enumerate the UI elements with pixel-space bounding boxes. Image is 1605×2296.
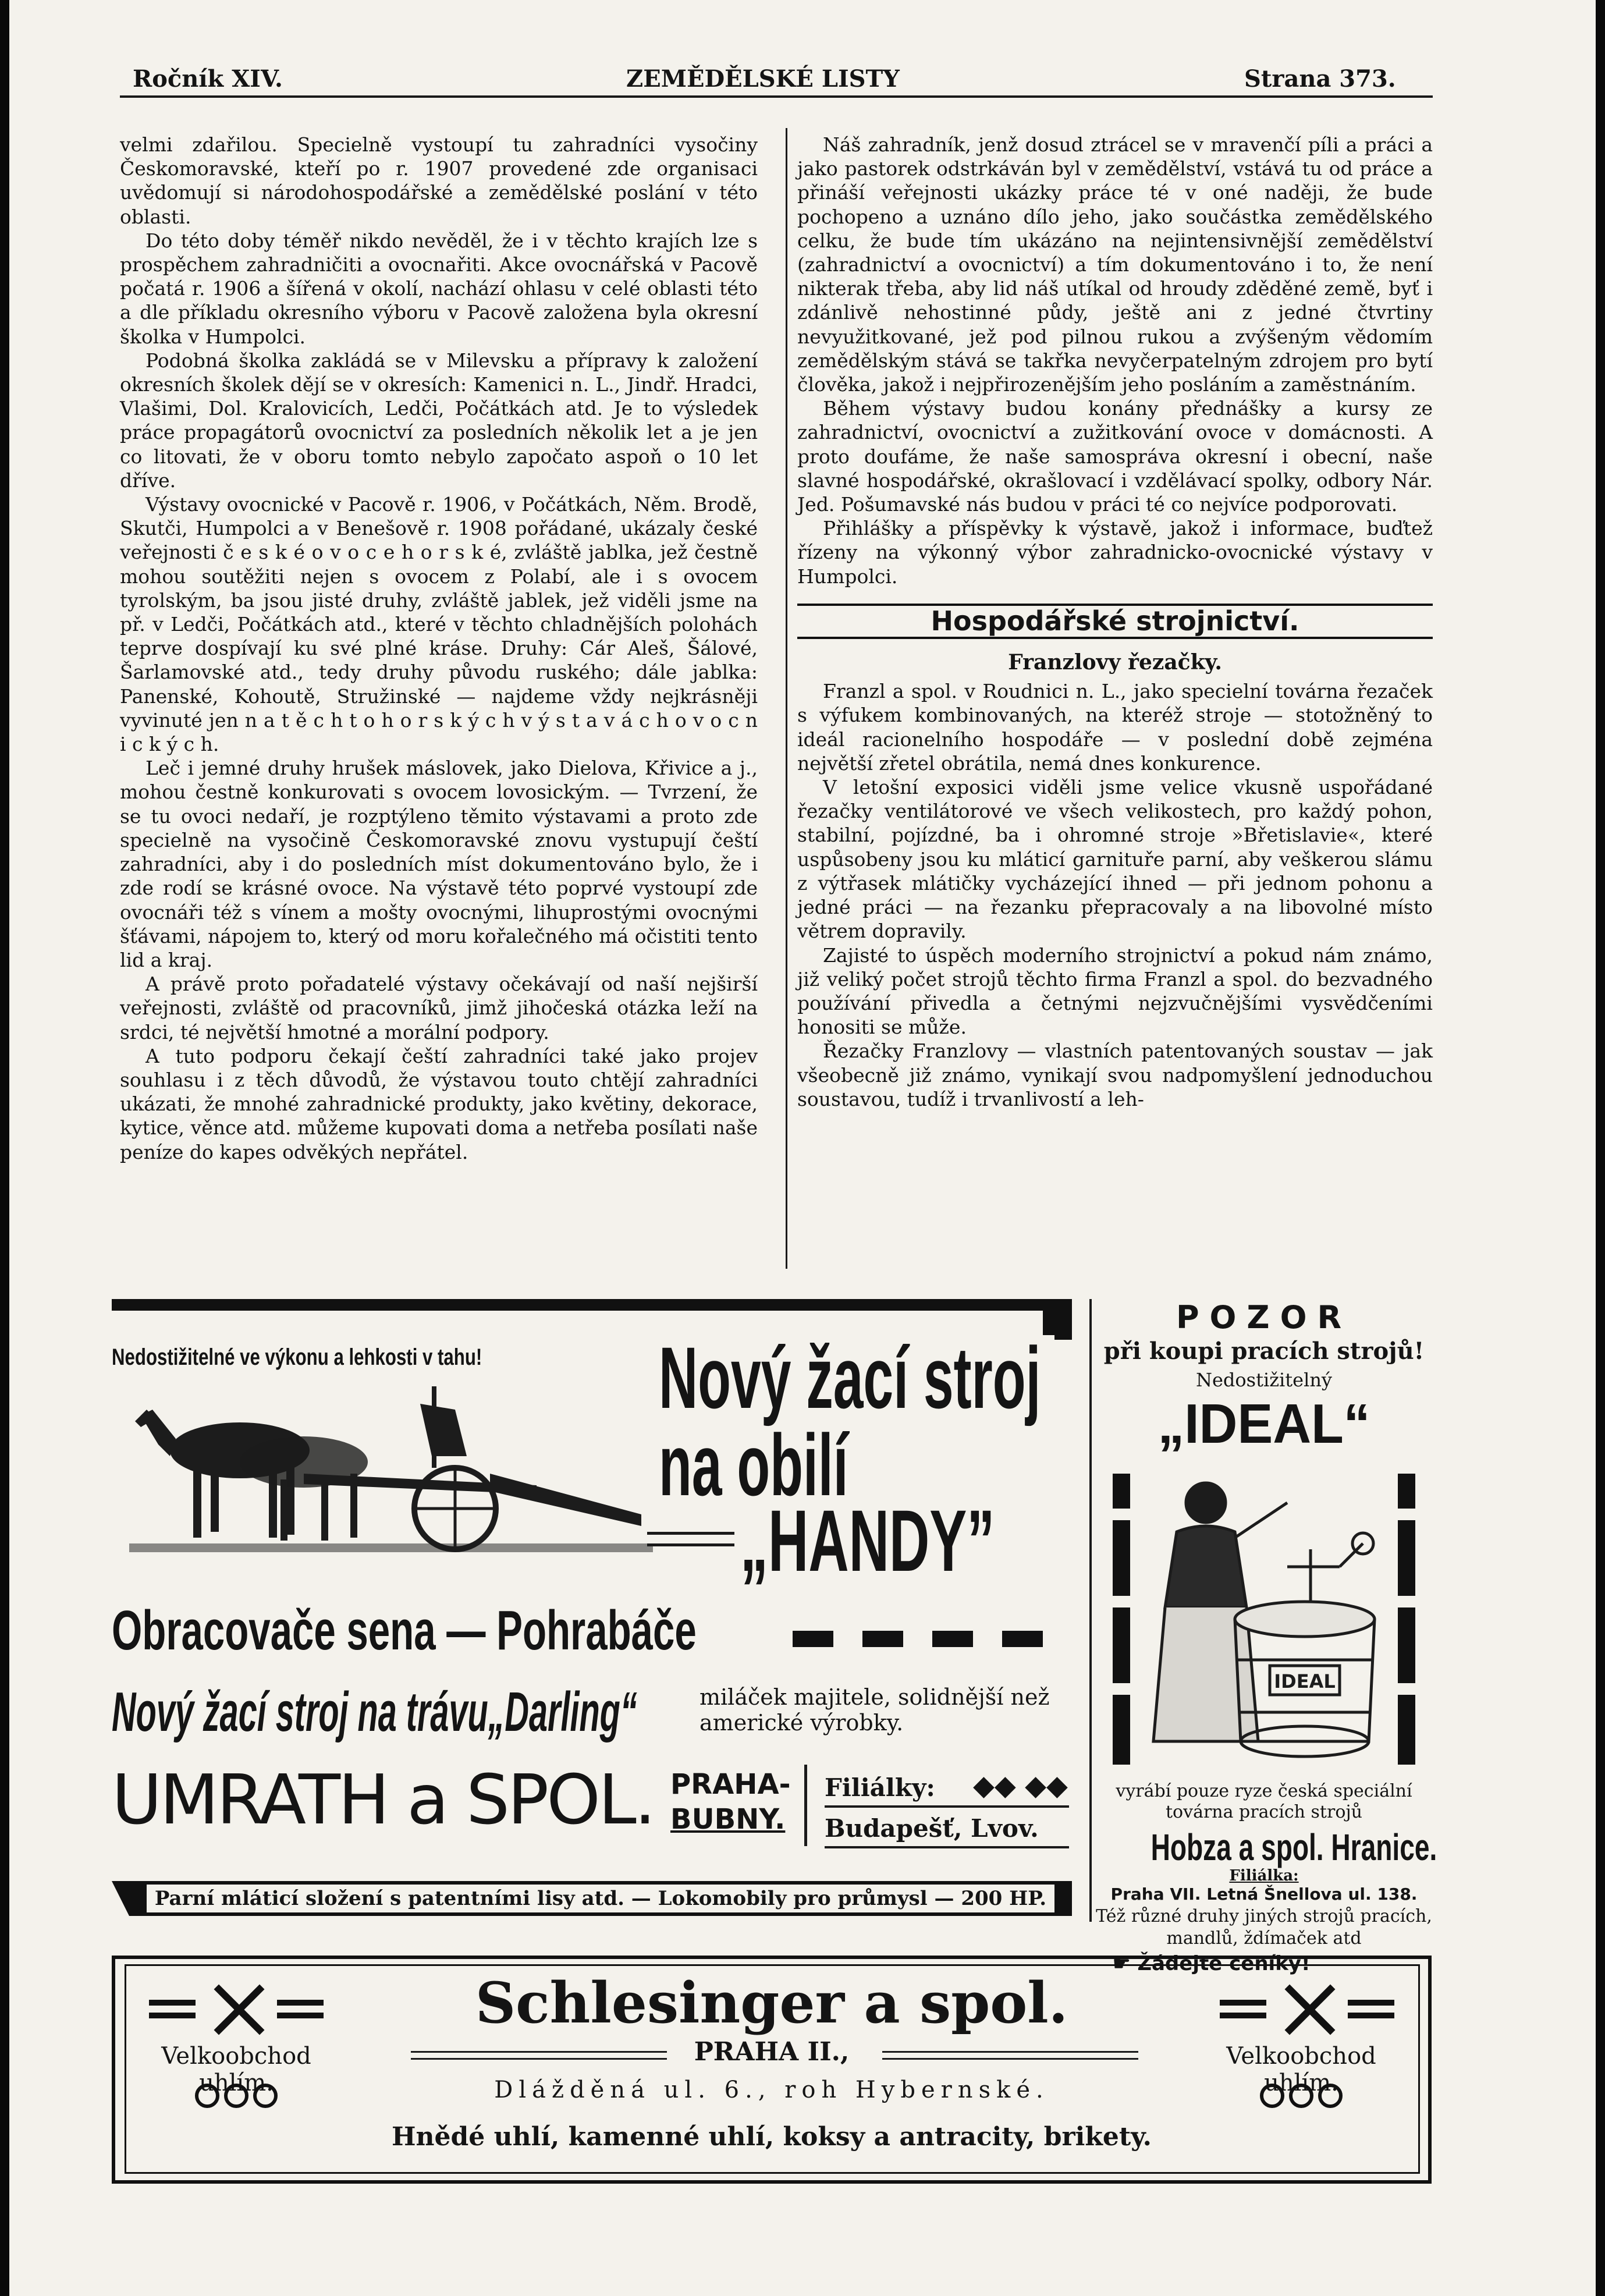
circle-icon [1318, 2084, 1343, 2108]
ad-rule [411, 2051, 667, 2053]
ad-rule [882, 2058, 1138, 2060]
ideal-line2: při koupi pracích strojů! [1103, 1337, 1425, 1365]
ad-darling-note: miláček majitele, solidnější než americké výrobky. [699, 1684, 1050, 1736]
horse-mower-illustration [129, 1386, 653, 1567]
ad-divider [804, 1765, 807, 1846]
paragraph: Do této doby téměř nikdo nevěděl, že i v těchto krajích lze s prospěchem zahradničiti a ovocnařiti. Akce ovocnářská v Pacově počatá r. 1906 a šířená v okolí, nachází ohlasu v celé oblasti této a dle příkladu okresního výboru v Pacově založena byla okresní školka v Humpolci. [120, 229, 758, 348]
ad-bar [1113, 1520, 1130, 1596]
circle-icon [1289, 2084, 1313, 2108]
left-emblem [149, 1978, 324, 2036]
ad-tagline: Nedostižitelné ve výkonu a lehkosti v tahu! [112, 1344, 482, 1370]
circle-icon [253, 2084, 278, 2108]
section-heading: Hospodářské strojnictví. [797, 604, 1433, 639]
paragraph: A právě proto pořadatelé výstavy očekávají od naší nejširší veřejnosti, zvláště od pracovníků, jimž jihočeská otázka leží na srdci, té největší hmotné a morální podpory. [120, 973, 758, 1044]
umrath-advertisement [112, 1299, 1072, 1922]
ad-dash [149, 2000, 196, 2006]
ideal-brand: „IDEAL“ [1157, 1393, 1370, 1455]
ad-title-line2: na obilí [659, 1416, 848, 1514]
article-title: Franzlovy řezačky. [1008, 650, 1222, 675]
ad-dash [862, 1631, 903, 1647]
ad-dash [1348, 2000, 1394, 2006]
paragraph: Zajisté to úspěch moderního strojnictví a pokud nám známo, již veliký počet strojů těchto firma Franzl a spol. do bezvadného používání přivedla a četnými nejzvučnějšími vysvědčeními honositi se může. [797, 943, 1433, 1039]
pointing-hand-icon: ☛ [1113, 1952, 1131, 1975]
ad-dash [1348, 2013, 1394, 2018]
ideal-cta: Žádejte ceníky! [1137, 1952, 1311, 1975]
ad-footer: Parní mláticí složení s patentními lisy atd. — Lokomobily pro průmysl — 200 HP. [147, 1885, 1054, 1912]
newspaper-page [9, 0, 1596, 2296]
ad-dash [277, 2000, 324, 2006]
ad-title-line1: Nový žací stroj [659, 1329, 1041, 1426]
paragraph: Náš zahradník, jenž dosud ztrácel se v mravenčí píli a práci a jako pastorek odstrkáván byl v zemědělství, vstává tu od práce a přináší veřejnosti ukázky práce té v oné naději, že bude pochopeno a uznáno dílo jeho, jako součástka zemědělského celku, že bude tím ukázáno na nejintensivnější zemědělství (zahradnictví a ovocnictví) a tím dokumentováno i to, že není nikterak třeba, aby lid náš utíkal od hroudy zděděné země, byť i zdánlivě nehostinné půdy, ještě ani z jedné čtvrtiny nevyužitkované, jež pod pilnou rukou a zvýšeným vědomím zemědělským stává se takřka nevyčerpatelným zdrojem pro bytí člověka, jakož i nejpřirozenějším jeho posláním a zaměstnáním. [797, 133, 1433, 396]
paragraph: A tuto podporu čekají čeští zahradníci také jako projev souhlasu i z těch důvodů, že výstavou touto chtějí zahradníci ukázati, že mnohé zahradnické produkty, jako květiny, dekorace, kytice, věnce atd. můžeme kupovati doma a netřeba posílati naše peníze do kapes odvěkých nepřátel. [120, 1044, 758, 1163]
right-circles [1191, 2084, 1412, 2110]
ad-dash [1220, 2000, 1266, 2006]
circle-icon [195, 2084, 219, 2108]
left-side-text: Velkoobchod uhlím. [161, 2043, 311, 2096]
left-circles [126, 2084, 347, 2110]
paragraph: Výstavy ovocnické v Pacově r. 1906, v Počátkách, Něm. Brodě, Skutči, Humpolci a v Benešově r. 1908 pořádané, ukázaly české veřejnosti č e s k é o v o c e h o r s k é, zvláště jablka, jež čestně mohou soutěžiti nejen s ovocem z Polabí, ale i s ovocem tyrolským, ba jsou jisté druhy, zvláště jablek, jež viděli jsme na př. v Ledči, Počátkách atd., které v těchto chladnějších polohách teprve dospívají ku své plné kráse. Druhy: Cár Aleš, Šálové, Šarlamovské atd., tedy druhy původu ruského; dále jablka: Panenské, Kohoutě, Stružinské — najdeme vždy nejkrásněji vyvinuté jen n a t ě c h t o h o r s k ý c h v ý s t a v á c h o v o c n i c k ý c h. [120, 493, 758, 756]
schlesinger-title: Schlesinger a spol. [475, 1970, 1068, 2036]
ad-filialky-value: Budapešť, Lvov. [825, 1814, 1039, 1843]
ad-bar [1113, 1474, 1130, 1509]
paragraph: Během výstavy budou konány přednášky a kursy ze zahradnictví, ovocnictví a zužitkování ovoce v domácnosti. A proto doufáme, že naše samospráva okresní i obecní, naše slavné hospodářské, okrašlovací i vzdělávací spolky, odbory Nár. Jed. Pošumavské nás budou v práci té co nejvíce podporovati. [797, 397, 1433, 516]
ad-obracovace: Obracovače sena — Pohrabáče [112, 1599, 697, 1662]
schlesinger-products: Hnědé uhlí, kamenné uhlí, koksy a antracity, brikety. [391, 2122, 1152, 2152]
header-rule [120, 95, 1433, 98]
paragraph: velmi zdařilou. Specielně vystoupí tu zahradníci vysočiny Českomoravské, kteří po r. 1907 provedené zde organisaci uvědomují si národohospodářské a zemědělské poslání v této oblasti. [120, 133, 758, 228]
ad-city [670, 1767, 791, 1837]
paragraph: Podobná školka zakládá se v Milevsku a přípravy k založení okresních školek dějí se v okresích: Kamenici n. L., Jindř. Hradci, Vlašimi, Dol. Kralovicích, Ledči, Počátkách atd. Je to výsledek práce propagátorů ovocnictví za posledních několik let a je jen co litovati, že v oboru tomto nebylo započato aspoň o 10 let dříve. [120, 349, 758, 492]
ideal-company: Hobza a spol. Hranice. [1151, 1826, 1437, 1868]
ad-darling: Nový žací stroj na trávu„Darling“ [112, 1681, 637, 1743]
left-column [120, 133, 758, 1164]
washing-machine-illustration [1142, 1468, 1386, 1770]
ideal-desc: vyrábí pouze ryze česká speciální továrna pracích strojů [1116, 1781, 1412, 1822]
ideal-filialka-value: Praha VII. Letná Šnellova ul. 138. [1110, 1885, 1418, 1904]
paragraph: Franzl a spol. v Roudnici n. L., jako specielní továrna řezaček s výfukem kombinovaných, na kteréž stroje — stotožněný to ideál racionelního hospodáře — v poslední době zejména největší zřetel obrátila, nemá dnes konkurence. [797, 680, 1433, 775]
ad-dash [149, 2013, 196, 2018]
ideal-barrel-label: IDEAL [1274, 1670, 1336, 1692]
volume-label: Ročník XIV. [133, 65, 283, 93]
ad-bar [1398, 1474, 1415, 1509]
ideal-extra: Též různé druhy jiných strojů pracích, mandlů, ždímaček atd [1096, 1906, 1432, 1949]
ad-handy: „HANDY” [740, 1492, 995, 1589]
ad-dash [1220, 2013, 1266, 2018]
column-divider [786, 128, 787, 1269]
ad-dash [647, 1532, 734, 1535]
right-emblem [1220, 1978, 1394, 2036]
circle-icon [1260, 2084, 1284, 2108]
hammer-and-pick-icon [1284, 1983, 1336, 2036]
ad-bar [1398, 1607, 1415, 1683]
hammer-and-pick-icon [213, 1983, 265, 2036]
schlesinger-city: PRAHA II., [694, 2037, 850, 2067]
paragraph: Přihlášky a příspěvky k výstavě, jakož i informace, buďtež řízeny na výkonný výbor zahradnicko-ovocnické výstavy v Humpolci. [797, 517, 1433, 588]
ad-rule [411, 2058, 667, 2060]
ad-bar [1398, 1695, 1415, 1765]
ad-city-line2: BUBNY. [670, 1803, 786, 1836]
right-side-text: Velkoobchod uhlím. [1226, 2043, 1376, 2096]
ideal-advertisement [1089, 1299, 1437, 1922]
ad-dash [932, 1631, 973, 1647]
ad-dash [277, 2013, 324, 2018]
ad-dash [1002, 1631, 1043, 1647]
right-column [797, 133, 1433, 1111]
ad-bar [1113, 1607, 1130, 1683]
schlesinger-address: Dlážděná ul. 6., roh Hybernské. [494, 2077, 1049, 2103]
paragraph: Leč i jemné druhy hrušek máslovek, jako Dielova, Křivice a j., mohou čestně konkurovati s ovocem lovosickým. — Tvrzení, že se tu ovoci nedaří, je rozptýleno těmito výstavami a proto zde specielně na vysočině Českomoravské znovu vystupují čeští zahradníci, aby i do posledních míst dokumentováno bylo, že i zde rodí se krásné ovoce. Na výstavě této poprvé vystoupí zde ovocnáři též s vínem a mošty ovocnými, lihuprostými ovocnými šťávami, nápojem to, který od moru kořalečného má očistiti tento lid a kraj. [120, 757, 758, 971]
ad-rule [825, 1805, 1069, 1808]
ad-dash [793, 1631, 833, 1647]
ideal-pozor: POZOR [1176, 1299, 1352, 1336]
ideal-nedost: Nedostižitelný [1195, 1369, 1332, 1391]
ad-bar [1113, 1695, 1130, 1765]
ad-company: UMRATH a SPOL. [112, 1759, 654, 1840]
ad-city-line1: PRAHA- [670, 1768, 791, 1801]
diamond-icons: ◆◆ ◆◆ [973, 1769, 1068, 1802]
ideal-filialka-label: Filiálka: [1229, 1867, 1299, 1885]
circle-icon [224, 2084, 248, 2108]
ad-rule [882, 2051, 1138, 2053]
ad-border [1089, 1299, 1092, 1922]
journal-title: ZEMĚDĚLSKÉ LISTY [626, 65, 900, 93]
ad-rule [825, 1846, 1069, 1848]
paragraph: Řezačky Franzlovy — vlastních patentovaných soustav — jak všeobecně již známo, vynikají svou nadpomyšlení jednoduchou soustavou, tudíž i trvanlivostí a leh- [797, 1039, 1433, 1110]
page-number: Strana 373. [1244, 65, 1396, 93]
ad-filialky-label: Filiálky: [825, 1773, 935, 1802]
ad-dash [647, 1543, 734, 1546]
ad-bar [1398, 1520, 1415, 1596]
paragraph: V letošní exposici viděli jsme velice vkusně uspořádané řezačky ventilátorové ve všech velikostech, pro každý pohon, stabilní, pojízdné, ba i ohromné stroje »Břetislavie«, které uspůsobeny jsou ku mláticí garnituře parní, aby veškerou slámu z výtřasek mlátičky vycházející ihned — při jednom pohonu a jedné práci — na řezanku přepracovaly a na libovolné místo větrem dopravily. [797, 776, 1433, 943]
